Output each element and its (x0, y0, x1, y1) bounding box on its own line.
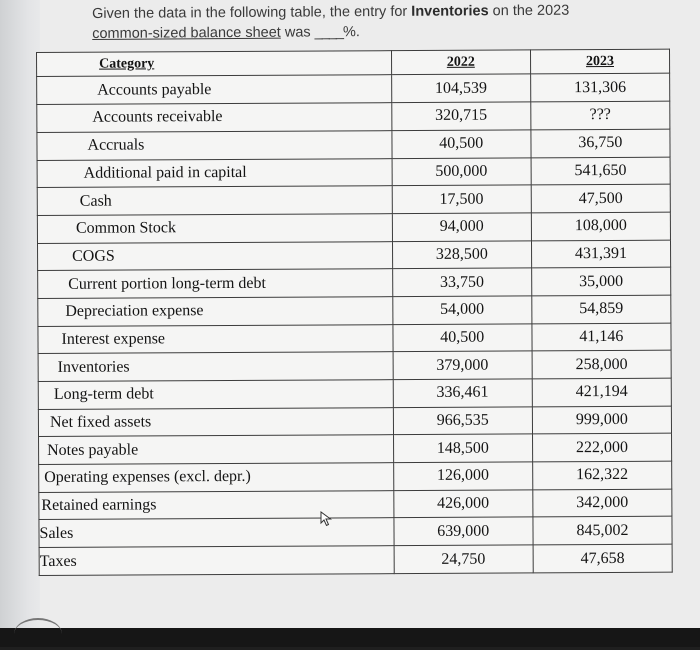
row-category: Long-term debt (38, 380, 393, 410)
table-row (37, 129, 670, 160)
table-row (38, 295, 671, 326)
table-row (37, 101, 670, 132)
mouse-pointer-icon (320, 511, 334, 527)
table-row (38, 323, 671, 354)
header-2022: 2022 (391, 50, 530, 75)
row-category: Depreciation expense (38, 297, 393, 327)
row-value-2023: 41,146 (532, 323, 671, 351)
row-category: Additional paid in capital (37, 158, 392, 188)
question-keyword: Inventories (411, 3, 489, 20)
row-category: Operating expenses (excl. depr.) (39, 463, 394, 493)
row-category: Interest expense (38, 324, 393, 354)
row-value-2022: 966,535 (393, 407, 532, 435)
row-category: Net fixed assets (38, 407, 393, 437)
row-value-2022: 126,000 (393, 462, 532, 490)
row-value-2023: 47,500 (531, 184, 670, 212)
row-value-2023: ??? (531, 101, 670, 129)
row-value-2023: 222,000 (532, 434, 671, 462)
table-row (39, 434, 672, 465)
row-category: Sales (39, 518, 394, 548)
row-category: Accounts payable (37, 75, 392, 105)
row-value-2022: 639,000 (394, 517, 533, 545)
row-value-2023: 421,194 (532, 378, 671, 406)
table-row (39, 544, 672, 575)
row-value-2022: 54,000 (392, 296, 531, 324)
row-value-2022: 328,500 (392, 240, 531, 268)
row-value-2022: 94,000 (392, 213, 531, 241)
question-text (92, 0, 692, 44)
row-category: Current portion long-term debt (38, 269, 393, 299)
row-category: Accruals (37, 130, 392, 160)
row-value-2022: 336,461 (393, 379, 532, 407)
row-value-2023: 342,000 (533, 489, 672, 517)
table-row (37, 157, 670, 188)
row-category: COGS (38, 241, 393, 271)
table-row (38, 378, 671, 409)
row-value-2022: 320,715 (391, 102, 530, 130)
row-value-2023: 431,391 (531, 240, 670, 268)
data-table (36, 49, 673, 576)
table-row (39, 489, 672, 520)
row-value-2023: 845,002 (533, 517, 672, 545)
row-value-2022: 40,500 (392, 130, 531, 158)
table-row (37, 74, 670, 105)
table-row (38, 240, 671, 271)
row-value-2023: 36,750 (531, 129, 670, 157)
row-value-2023: 999,000 (532, 406, 671, 434)
row-category: Taxes (39, 546, 394, 576)
question-part-1: Given the data in the following table, the entry for (92, 3, 412, 22)
row-value-2022: 148,500 (393, 434, 532, 462)
row-value-2023: 47,658 (533, 544, 672, 573)
row-value-2023: 54,859 (532, 295, 671, 323)
header-2023: 2023 (530, 49, 669, 74)
table-row (38, 267, 671, 298)
question-suffix: %. (342, 24, 360, 41)
row-value-2022: 40,500 (393, 324, 532, 352)
row-category: Retained earnings (39, 490, 394, 520)
question-part-2: on the 2023 (488, 2, 570, 20)
answer-blank[interactable]: ____ (314, 24, 343, 41)
row-value-2022: 500,000 (392, 157, 531, 185)
row-value-2023: 35,000 (531, 267, 670, 295)
row-category: Common Stock (37, 214, 392, 244)
monitor-bezel (0, 0, 40, 647)
row-value-2022: 33,750 (392, 268, 531, 296)
row-value-2023: 108,000 (531, 212, 670, 240)
row-value-2022: 24,750 (394, 545, 533, 574)
row-value-2022: 379,000 (393, 351, 532, 379)
row-value-2023: 258,000 (532, 350, 671, 378)
table-row (37, 212, 670, 243)
question-part-3: was (280, 24, 315, 41)
row-value-2023: 131,306 (530, 74, 669, 102)
row-value-2022: 104,539 (391, 74, 530, 102)
row-value-2022: 17,500 (392, 185, 531, 213)
row-category: Accounts receivable (37, 103, 392, 133)
table-row (38, 350, 671, 381)
table-row (39, 517, 672, 548)
table-row (39, 461, 672, 492)
row-category: Cash (37, 186, 392, 216)
header-category: Category (37, 51, 392, 77)
table-row (37, 184, 670, 215)
monitor-bottom-edge (0, 628, 700, 647)
row-value-2022: 426,000 (393, 490, 532, 518)
row-category: Inventories (38, 352, 393, 382)
row-category: Notes payable (39, 435, 394, 465)
row-value-2023: 541,650 (531, 157, 670, 185)
question-underlined: common-sized balance sheet (92, 24, 281, 42)
table-row (38, 406, 671, 437)
data-table-wrapper (36, 49, 673, 576)
reflection-arc (14, 618, 62, 650)
table-header-row (37, 49, 670, 77)
row-value-2023: 162,322 (532, 461, 671, 489)
